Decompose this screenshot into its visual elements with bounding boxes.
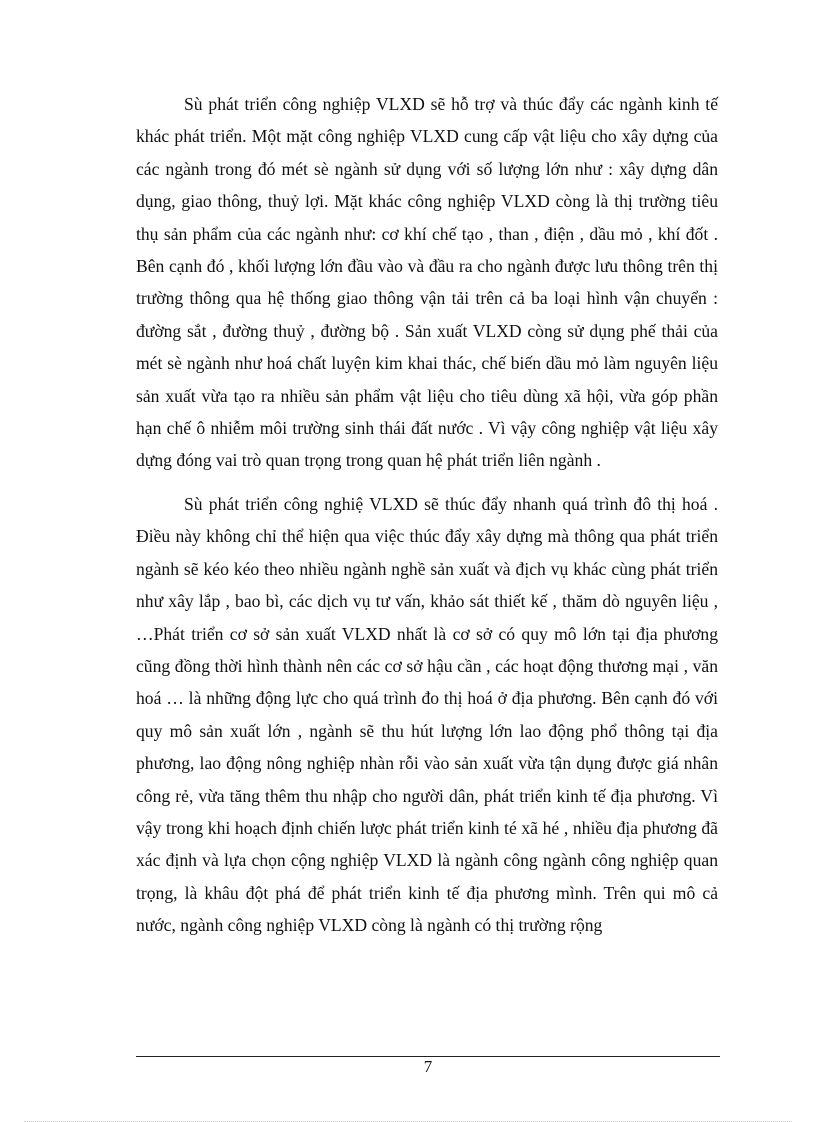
page-bottom-dotted-edge (24, 1121, 792, 1122)
paragraph-2: Sù phát triển công nghiệ VLXD sẽ thúc đẩy nhanh quá trình đô thị hoá . Điều này không chỉ thể hiện qua việc thúc đẩy xây dựng mà thông qua phát triển ngành sẽ kéo kéo theo nhiều ngành nghề sản xuất và địch vụ khác cùng phát triển như xây lắp , bao bì, các dịch vụ tư vấn, khảo sát thiết kế , thăm dò nguyên liệu , …Phát triển cơ sở sản xuất VLXD nhất là cơ sở có quy mô lớn tại địa phương cũng đồng thời hình thành nên các cơ sở hậu cần , các hoạt động thương mại , văn hoá … là những động lực cho quá trình đo thị hoá ở địa phương. Bên cạnh đó với quy mô sản xuất lớn , ngành sẽ thu hút lượng lớn lao động phổ thông tại địa phương, lao động nông nghiệp nhàn rỗi vào sản xuất vừa tận dụng được giá nhân công rẻ, vừa tăng thêm thu nhập cho người dân, phát triển kinh tế địa phương. Vì vậy trong khi hoạch định chiến lược phát triển kinh té xã hé , nhiều địa phương đã xác định và lựa chọn cộng nghiệp VLXD là ngành công ngành công nghiệp quan trọng, là khâu đột phá để phát triển kinh tế địa phương mình. Trên qui mô cả nước, ngành công nghiệp VLXD còng là ngành có thị trường rộng (136, 493, 718, 936)
body-text (136, 88, 718, 953)
paragraph-1: Sù phát triển công nghiệp VLXD sẽ hỗ trợ và thúc đẩy các ngành kinh tế khác phát triển. Một mặt công nghiệp VLXD cung cấp vật liệu cho xây dựng của các ngành trong đó mét sè ngành sử dụng với số lượng lớn như : xây dựng dân dụng, giao thông, thuỷ lợi. Mặt khác công nghiệp VLXD còng là thị trường tiêu thụ sản phẩm của các ngành như: cơ khí chế tạo , than , điện , dầu mỏ , khí đốt . Bên cạnh đó , khối lượng lớn đầu vào và đầu ra cho ngành được lưu thông trên thị trường thông qua hệ thống giao thông vận tải trên cả ba loại hình vận chuyển : đường sắt , đường thuỷ , đường bộ . Sản xuất VLXD còng sử dụng phế thải của mét sè ngành như hoá chất luyện kim khai thác, chế biến dầu mỏ làm nguyên liệu sản xuất vừa tạo ra nhiều sản phẩm vật liệu cho tiêu dùng xã hội, vừa góp phần hạn chế ô nhiễm môi trường sinh thái đất nước . Vì vậy công nghiệp vật liệu xây dựng đóng vai trò quan trọng trong quan hệ phát triển liên ngành . (136, 94, 718, 471)
page-number: 7 (423, 1057, 433, 1076)
